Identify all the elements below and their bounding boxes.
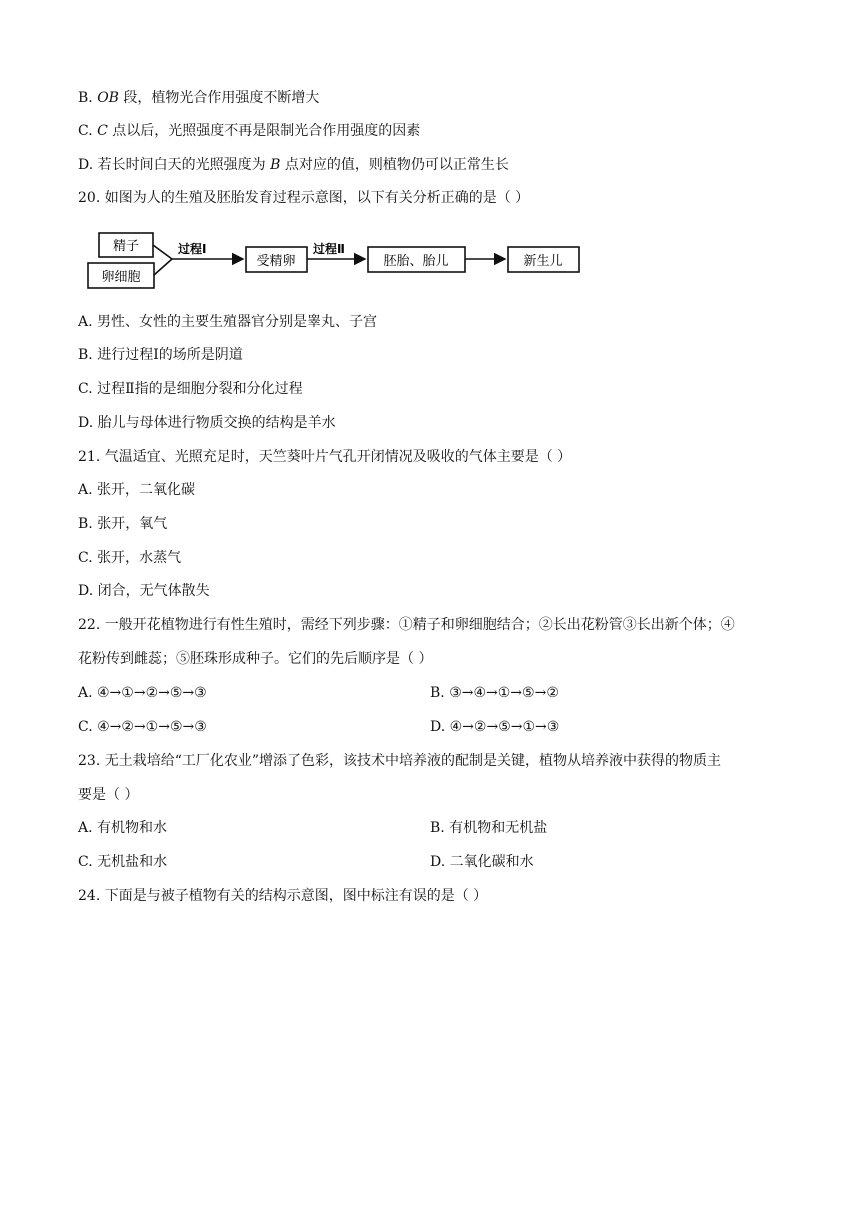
q23-option-a: A. 有机物和水	[78, 820, 168, 836]
egg-label: 卵细胞	[101, 270, 141, 285]
q19-option-b: B. OB 段，植物光合作用强度不断增大	[78, 90, 320, 106]
q19-option-d: D. 若长时间白天的光照强度为 B 点对应的值，则植物仍可以正常生长	[78, 157, 509, 173]
q22-option-a: A. ④→①→②→⑤→③	[78, 685, 207, 701]
q23-stem-line2: 要是（ ）	[78, 787, 139, 803]
sperm-box	[99, 233, 153, 257]
q21-option-c: C. 张开，水蒸气	[78, 550, 182, 566]
q20-option-c: C. 过程Ⅱ指的是细胞分裂和分化过程	[78, 381, 303, 397]
q20-option-d: D. 胎儿与母体进行物质交换的结构是羊水	[78, 415, 336, 431]
q19-option-c: C. C 点以后，光照强度不再是限制光合作用强度的因素	[78, 123, 421, 139]
embryo-box	[368, 247, 465, 272]
zygote-label: 受精卵	[256, 254, 296, 269]
q23-option-c: C. 无机盐和水	[78, 854, 168, 870]
q21-option-b: B. 张开，氧气	[78, 516, 168, 532]
egg-box	[88, 263, 154, 288]
embryo-label: 胚胎、胎儿	[383, 254, 449, 269]
sperm-label: 精子	[112, 239, 140, 254]
newborn-label: 新生儿	[523, 254, 563, 269]
q21-option-d: D. 闭合，无气体散失	[78, 583, 210, 599]
q22-stem-line2: 花粉传到雌蕊；⑤胚珠形成种子。它们的先后顺序是（ ）	[78, 651, 433, 667]
process1-label: 过程Ⅰ	[178, 242, 207, 256]
q23-option-b: B. 有机物和无机盐	[430, 820, 548, 836]
q22-option-b: B. ③→④→①→⑤→②	[430, 685, 559, 701]
process2-label: 过程Ⅱ	[313, 242, 345, 256]
q23-stem-line1: 23. 无土栽培给“工厂化农业”增添了色彩，该技术中培养液的配制是关键，植物从培养液中获得的物质主	[78, 753, 722, 769]
q20-stem: 20. 如图为人的生殖及胚胎发育过程示意图，以下有关分析正确的是（ ）	[78, 190, 530, 206]
q21-option-a: A. 张开，二氧化碳	[78, 482, 196, 498]
q20-option-a: A. 男性、女性的主要生殖器官分别是睾丸、子宫	[78, 314, 378, 330]
zygote-box	[246, 247, 307, 272]
newborn-box	[508, 247, 579, 272]
merge-lines	[153, 245, 172, 275]
q21-stem: 21. 气温适宜、光照充足时，天竺葵叶片气孔开闭情况及吸收的气体主要是（ ）	[78, 449, 572, 465]
reproduction-process-diagram	[80, 226, 600, 294]
q22-option-d: D. ④→②→⑤→①→③	[430, 719, 560, 735]
q24-stem: 24. 下面是与被子植物有关的结构示意图，图中标注有误的是（ ）	[78, 888, 488, 904]
q23-option-d: D. 二氧化碳和水	[430, 854, 534, 870]
q22-stem-line1: 22. 一般开花植物进行有性生殖时，需经下列步骤：①精子和卵细胞结合；②长出花粉管③长出新个体；④	[78, 617, 735, 633]
q22-option-c: C. ④→②→①→⑤→③	[78, 719, 207, 735]
q20-option-b: B. 进行过程Ⅰ的场所是阴道	[78, 347, 243, 363]
